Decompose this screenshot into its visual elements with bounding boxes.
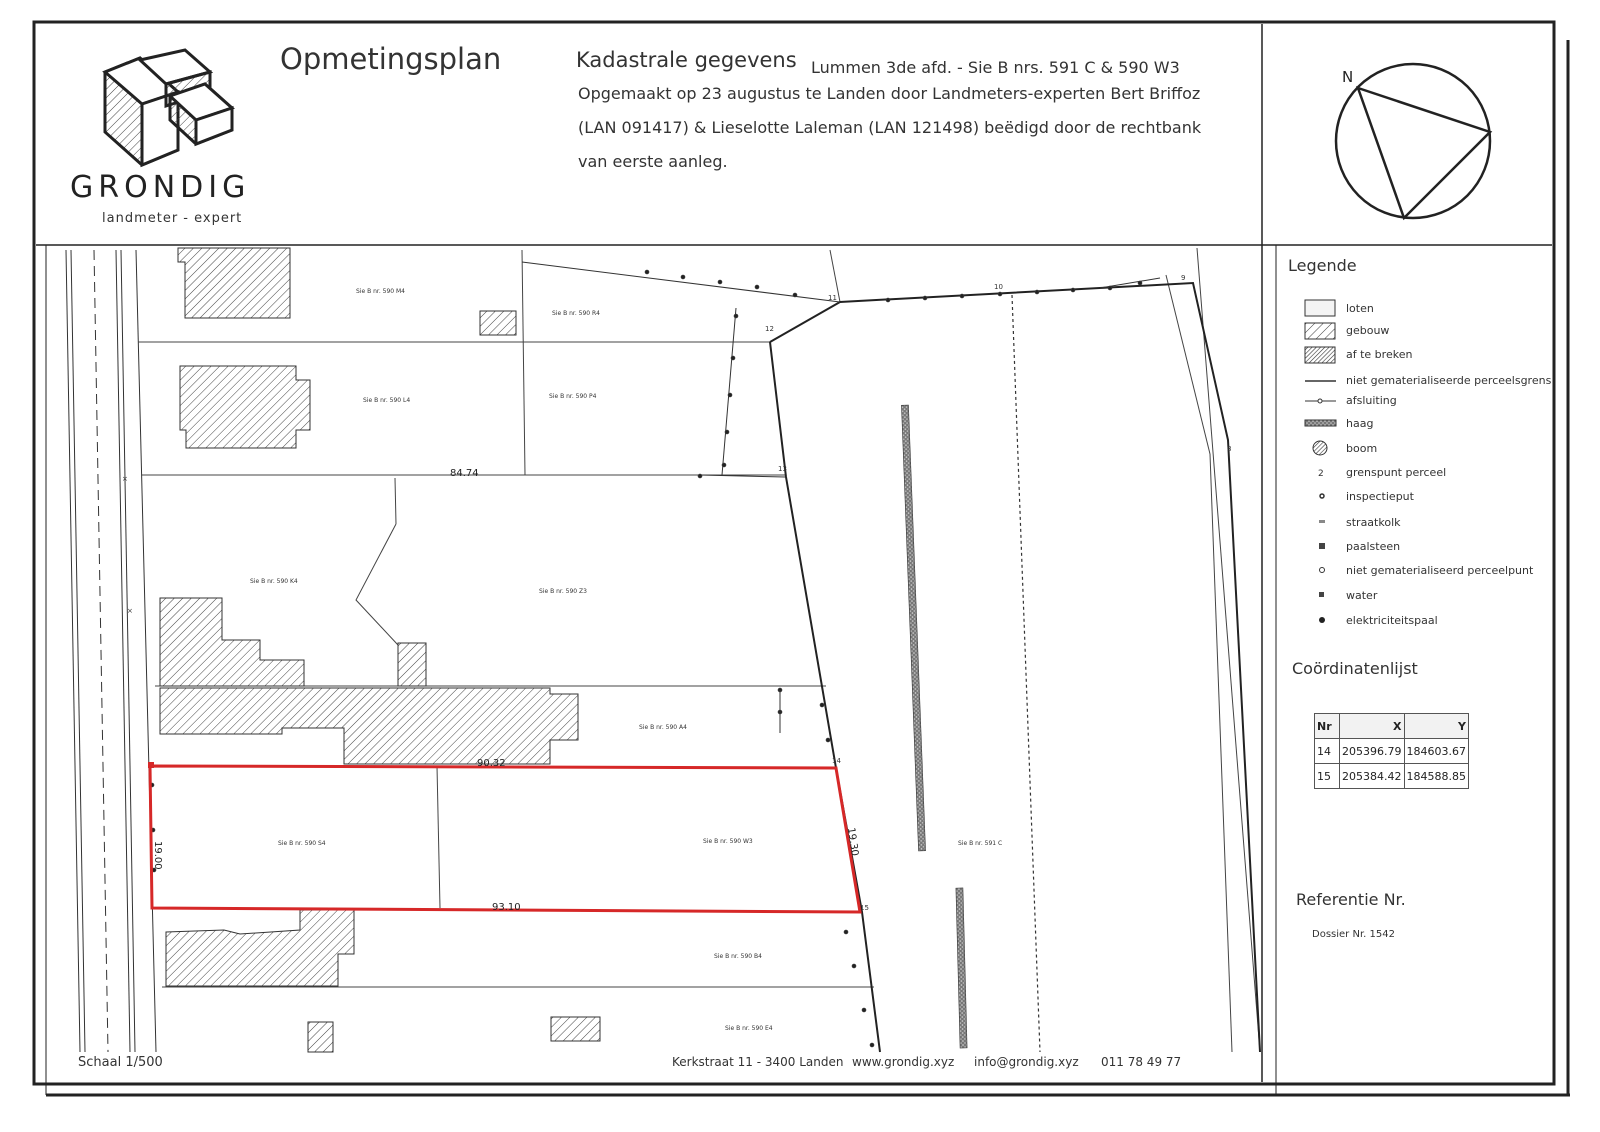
parcel-label: Sie B nr. 590 K4 xyxy=(250,578,298,585)
parcel-label: Sie B nr. 590 E4 xyxy=(725,1025,773,1032)
coordinates-table xyxy=(1314,713,1469,789)
table-cell: 184603.67 xyxy=(1404,739,1469,764)
legend-label: haag xyxy=(1346,417,1374,430)
fence-post-icon xyxy=(1318,399,1322,403)
table-row xyxy=(1315,764,1469,789)
parcel-label: Sie B nr. 590 W3 xyxy=(703,838,753,845)
table-cell: 205384.42 xyxy=(1340,764,1405,789)
dimension-label: 19.30 xyxy=(845,826,860,857)
cadastral-label: Kadastrale gegevens xyxy=(576,48,797,72)
column-header: Nr xyxy=(1315,714,1340,739)
buildings xyxy=(160,248,600,1052)
hedge xyxy=(956,888,967,1048)
parcel-labels xyxy=(250,288,1002,1032)
boundary-point-glyph: 2 xyxy=(1318,469,1324,479)
north-label: N xyxy=(1342,68,1354,86)
table-row xyxy=(1315,739,1469,764)
legend-label: straatkolk xyxy=(1346,516,1401,529)
dimension-label: 93.10 xyxy=(492,902,521,913)
cadastral-map xyxy=(66,248,1260,1052)
gully-icon xyxy=(1319,520,1325,523)
logo-wordmark: GRONDIG xyxy=(70,170,251,205)
water-icon xyxy=(1319,592,1324,597)
footer-phone: 011 78 49 77 xyxy=(1101,1055,1182,1069)
lot-corner-marker xyxy=(148,762,154,768)
legend-label: niet gematerialiseerde perceelsgrens xyxy=(1346,374,1552,387)
parcel-label: Sie B nr. 590 R4 xyxy=(552,310,600,317)
parcel-label: Sie B nr. 591 C xyxy=(958,840,1003,847)
fence-cross-mark: × xyxy=(127,607,133,615)
grondig-logo-icon xyxy=(105,50,232,165)
point-number: 11 xyxy=(828,294,837,302)
parcel-label: Sie B nr. 590 P4 xyxy=(549,393,597,400)
plan-title: Opmetingsplan xyxy=(280,42,502,76)
lot-swatch-icon xyxy=(1305,300,1335,316)
point-number: 10 xyxy=(994,283,1003,291)
boundary-stone-icon xyxy=(1319,543,1325,549)
parcel-label: Sie B nr. 590 B4 xyxy=(714,953,762,960)
scale-label: Schaal 1/500 xyxy=(78,1055,163,1070)
footer-address: Kerkstraat 11 - 3400 Landen xyxy=(672,1055,844,1069)
legend-label: grenspunt perceel xyxy=(1346,466,1447,479)
north-arrow-icon xyxy=(1336,64,1490,218)
parcel-label: Sie B nr. 590 Z3 xyxy=(539,588,587,595)
reference-value: Dossier Nr. 1542 xyxy=(1312,929,1395,940)
legend-label: afsluiting xyxy=(1346,394,1397,407)
legend-symbols xyxy=(1305,300,1336,623)
point-number: 12 xyxy=(765,325,774,333)
legend-label: inspectieput xyxy=(1346,490,1414,503)
description-line: (LAN 091417) & Lieselotte Laleman (LAN 121498) beëdigd door de rechtbank xyxy=(578,118,1202,137)
legend-label: loten xyxy=(1346,302,1374,315)
parcel-591c-boundary xyxy=(770,283,1260,1052)
building-swatch-icon xyxy=(1305,323,1335,339)
column-header: Y xyxy=(1404,714,1469,739)
table-header-row xyxy=(1315,714,1469,739)
legend-label: boom xyxy=(1346,442,1378,455)
column-header: X xyxy=(1340,714,1405,739)
description-line: van eerste aanleg. xyxy=(578,152,728,171)
legend-label: elektriciteitspaal xyxy=(1346,614,1438,627)
dimension-label: 84.74 xyxy=(450,468,479,479)
point-number: 14 xyxy=(832,757,841,765)
legend-label: paalsteen xyxy=(1346,540,1401,553)
cadastral-value: Lummen 3de afd. - Sie B nrs. 591 C & 590 W3 xyxy=(811,58,1180,77)
parcel-label: Sie B nr. 590 L4 xyxy=(363,397,411,404)
legend-label: gebouw xyxy=(1346,324,1390,337)
hedge-icon xyxy=(1305,420,1336,426)
legend-label: niet gematerialiseerd perceelpunt xyxy=(1346,564,1534,577)
inspection-pit-icon xyxy=(1320,494,1324,498)
demolish-swatch-icon xyxy=(1305,347,1335,363)
fence-cross-mark: × xyxy=(122,475,128,483)
table-cell: 184588.85 xyxy=(1404,764,1469,789)
point-number: 15 xyxy=(860,904,869,912)
legend-label: water xyxy=(1346,589,1378,602)
table-cell: 14 xyxy=(1315,739,1340,764)
description-line: Opgemaakt op 23 augustus te Landen door Landmeters-experten Bert Briffoz xyxy=(578,84,1201,103)
point-number: 13 xyxy=(778,465,787,473)
parcel-label: Sie B nr. 590 S4 xyxy=(278,840,326,847)
coordinates-title: Coördinatenlijst xyxy=(1292,659,1418,678)
reference-title: Referentie Nr. xyxy=(1296,890,1406,909)
footer-email[interactable]: info@grondig.xyz xyxy=(974,1055,1079,1069)
parcel-label: Sie B nr. 590 M4 xyxy=(356,288,405,295)
footer-website[interactable]: www.grondig.xyz xyxy=(852,1055,955,1069)
legend-label: af te breken xyxy=(1346,348,1413,361)
internal-dashed-line xyxy=(1012,295,1040,1052)
table-cell: 15 xyxy=(1315,764,1340,789)
point-number: 9 xyxy=(1181,274,1186,282)
road xyxy=(66,250,156,1052)
electricity-pole-icon xyxy=(1319,617,1325,623)
tree-icon xyxy=(1313,441,1327,455)
dimension-label: 19.00 xyxy=(152,841,163,870)
table-cell: 205396.79 xyxy=(1340,739,1405,764)
parcel-label: Sie B nr. 590 A4 xyxy=(639,724,687,731)
boundary-point-numbers xyxy=(765,274,1231,912)
dimension-label: 90.32 xyxy=(477,758,506,769)
legend-title: Legende xyxy=(1288,256,1357,275)
point-number: 8 xyxy=(1227,445,1232,453)
open-point-icon xyxy=(1320,568,1325,573)
surveyed-lot-outline xyxy=(150,766,860,912)
logo-subtitle: landmeter - expert xyxy=(102,211,243,226)
hedge xyxy=(901,405,925,851)
